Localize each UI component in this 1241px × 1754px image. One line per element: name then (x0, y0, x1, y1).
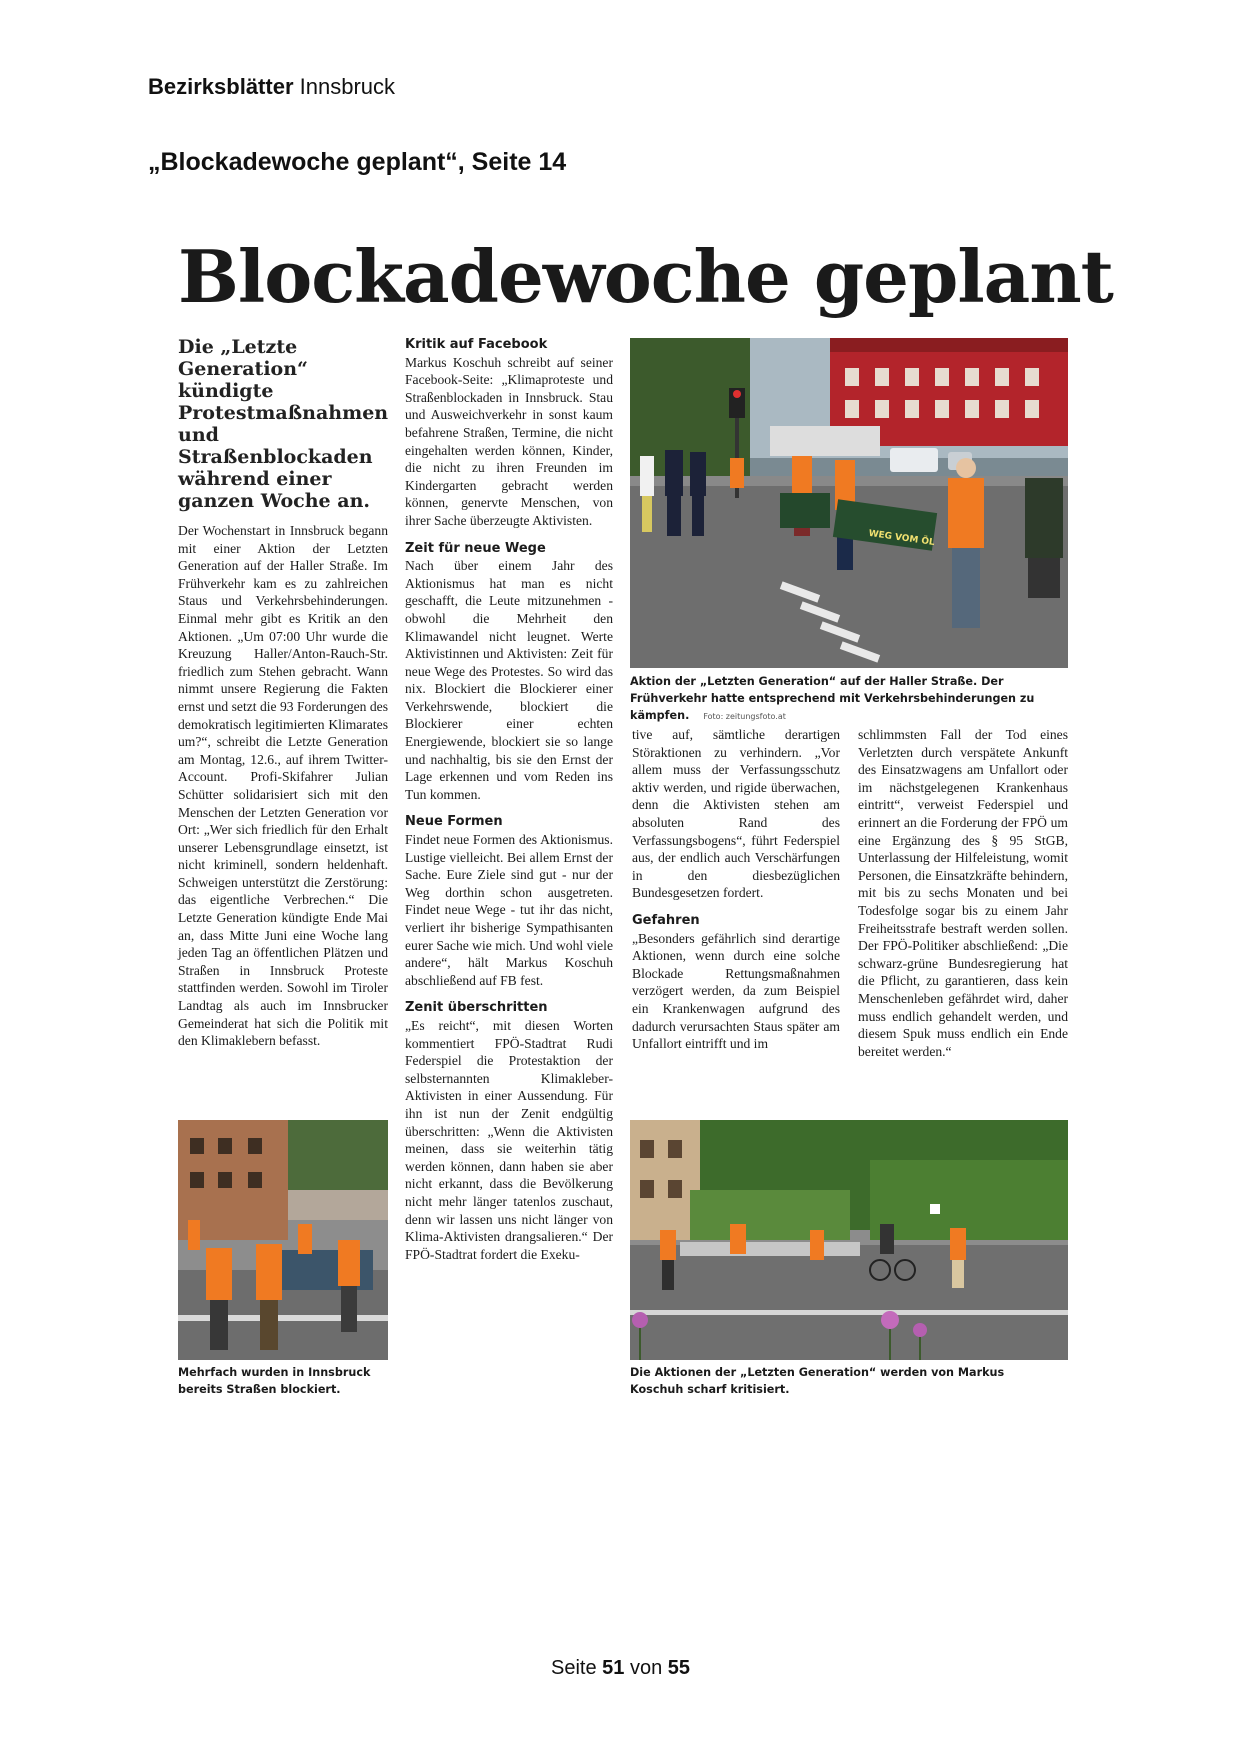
section-text: „Besonders gefährlich sind derartige Aktionen, wenn durch eine solche Blockade Rettungsmaßnahmen verzögert werden, da zum Beispiel ein Krankenwagen aufgrund des dadurch verursachten Staus später am Unfallort eintrifft und im (632, 930, 840, 1052)
article-column-1 (178, 336, 388, 1050)
bottom-right-photo (630, 1120, 1068, 1360)
main-photo (630, 338, 1068, 668)
article-headline: Blockadewoche geplant (178, 234, 1113, 319)
section-heading: Zenit überschritten (405, 1000, 548, 1016)
section-heading: Zeit für neue Wege (405, 540, 546, 556)
article-column-2 (405, 336, 613, 1263)
publication-name: Bezirksblätter Innsbruck (148, 74, 396, 99)
current-page-number: 51 (602, 1657, 625, 1679)
banner-text: WEG VOM ÖL (867, 528, 936, 549)
section-text: Findet neue Formen des Aktionismus. Lustige vielleicht. Bei allem Ernst der Sache. Eure Ziele sind gut - nur der Weg dorthin schon ausgetreten. Findet neue Wege - tut ihr das nicht, verliert ihr bisherige Sympathisanten eurer Sache wie mich. Und wohl viele andere“, hält Markus Koschuh abschließend auf FB fest. (405, 832, 613, 988)
protest-road-photo (630, 338, 1068, 668)
section-text: Markus Koschuh schreibt auf seiner Facebook-Seite: „Klimaproteste und Straßenblockaden in Innsbruck. Stau und Ausweichverkehr in sonst kaum befahrene Straßen, Termine, die nicht eingehalten werden können, Kinder, die nicht zu ihren Freunden im Kindergarten gebracht werden können, genervte Menschen, von ihrer Sache überzeugte Aktivisten. (405, 354, 613, 528)
page-footer: Seite 51 von 55 (550, 1657, 690, 1679)
total-pages: 55 (667, 1657, 690, 1679)
section-text: tive auf, sämtliche derartigen Störaktionen zu verhindern. „Vor allem muss der Verfassungsschutz aktiv werden, und rigide überwachen, denn die Aktivisten stehen am absoluten Rand des Verfassungsbogens“, führt Federspiel aus, der endlich auch Verschärfungen in den diesbezüglichen Bundesgesetzen fordert. (632, 727, 840, 901)
section-text: Nach über einem Jahr des Aktionismus hat man es nicht geschafft, die Leute mitzunehmen - obwohl die Mehrheit den Klimawandel nicht leugnet. Werte Aktivistinnen und Aktivisten: Zeit für neue Wege des Protestes. So wird das nix. Blockiert die Blockierer einer Verkehrswende, blockiert die Blockierer einer echten Energiewende, blockiert sie so lange und nachhaltig, bis sie den Ernst der Lage erkennen und vom Reden ins Tun kommen. (405, 558, 613, 802)
section-heading: Neue Formen (405, 814, 503, 830)
document-title: „Blockadewoche geplant“, Seite 14 (148, 148, 567, 176)
section-heading: Kritik auf Facebook (405, 337, 548, 352)
article-column-3 (632, 726, 840, 1053)
section-heading: Gefahren (632, 912, 700, 928)
bottom-right-caption: Die Aktionen der „Letzten Generation“ werden von Markus Koschuh scharf kritisiert. (630, 1366, 1005, 1396)
section-text: schlimmsten Fall der Tod eines Verletzten durch verspätete Ankunft des Einsatzwagens am Unfallort oder im nächstgelegenen Krankenhaus eintritt“, verweist Federspiel und erinnert an die Forderung der FPÖ um eine Ergänzung des § 95 StGB, Unterlassung der Hilfeleistung, womit Personen, die Einsatzkräfte behindern, mit bis zu sechs Monaten und bei Todesfolge sogar bis zu einem Jahr Freiheitsstrafe bestraft werden sollen. Der FPÖ-Politiker abschließend: „Die schwarz-grüne Bundesregierung hat die Pflicht, zu garantieren, dass kein Menschenleben gefährdet wird, daher muss endlich gehandelt werden, und diesem Spuk muss endlich ein Ende bereitet werden.“ (858, 727, 1068, 1059)
photo-credit: Foto: zeitungsfoto.at (703, 712, 786, 721)
bottom-left-caption: Mehrfach wurden in Innsbruck bereits Straßen blockiert. (178, 1366, 371, 1396)
street-blockade-photo (178, 1120, 388, 1360)
main-photo-caption: Aktion der „Letzten Generation“ auf der Haller Straße. Der Frühverkehr hatte entsprechend mit Verkehrsbehinderungen zu kämpfen. Foto: zeitungsfoto.at (630, 675, 1035, 722)
section-text: „Es reicht“, mit diesen Worten kommentiert FPÖ-Stadtrat Rudi Federspiel die Protestaktion der selbsternannten Klimakleber-Aktivisten in einer Aussendung. Für ihn ist nun der Zenit endgültig überschritten: „Wenn die Aktivisten meinen, dass sie weiterhin tätig werden können, dann haben sie aber nicht erkannt, dass die Bevölkerung nicht mehr länger tatenlos zuschaut, denn wir lassen uns nicht länger von Klima-Aktivisten drangsalieren.“ Der FPÖ-Stadtrat fordert die Exeku- (405, 1017, 613, 1262)
newspaper-clipping (170, 232, 1113, 1412)
article-body-intro: Der Wochenstart in Innsbruck begann mit einer Aktion der Letzten Generation auf der Haller Straße. Im Frühverkehr kam es zu zahlreichen Staus und Verkehrsbehinderungen. Einmal mehr gibt es Kritik an den Aktionen. „Um 07:00 Uhr wurde die Kreuzung Haller/Anton-Rauch-Str. friedlich zum Stehen gebracht. Wann nimmt unsere Regierung die Fakten ernst und setzt die 93 Forderungen des demokratisch legitimierten Klimarates um?“, schreibt die Letzte Generation am Montag, 12.6., auf ihrem Twitter-Account. Profi-Skifahrer Julian Schütter solidarisiert sich mit den Menschen der Letzten Generation vor Ort: „Wer sich friedlich für den Erhalt unserer Lebensgrundlage einsetzt, ist nicht kriminell, sondern heldenhaft. Schweigen unterstützt die Zerstörung: das eigentliche Verbrechen.“ Die Letzte Generation kündigte Ende Mai an, dass Mitte Juni eine Woche lang jeden Tag an öffentlichen Plätzen und Straßen in Innsbruck Proteste stattfinden werden. Sowohl im Tiroler Landtag als auch im Innsbrucker Gemeinderat hat sich die Politik mit den Klimaklebern befasst. (178, 523, 388, 1049)
article-column-4 (858, 726, 1068, 1060)
road-blockade-photo (630, 1120, 1068, 1360)
bottom-left-photo (178, 1120, 388, 1360)
article-lead: Die „Letzte Generation“ kündigte Protestmaßnahmen und Straßenblockaden während einer ganzen Woche an. (178, 336, 389, 512)
